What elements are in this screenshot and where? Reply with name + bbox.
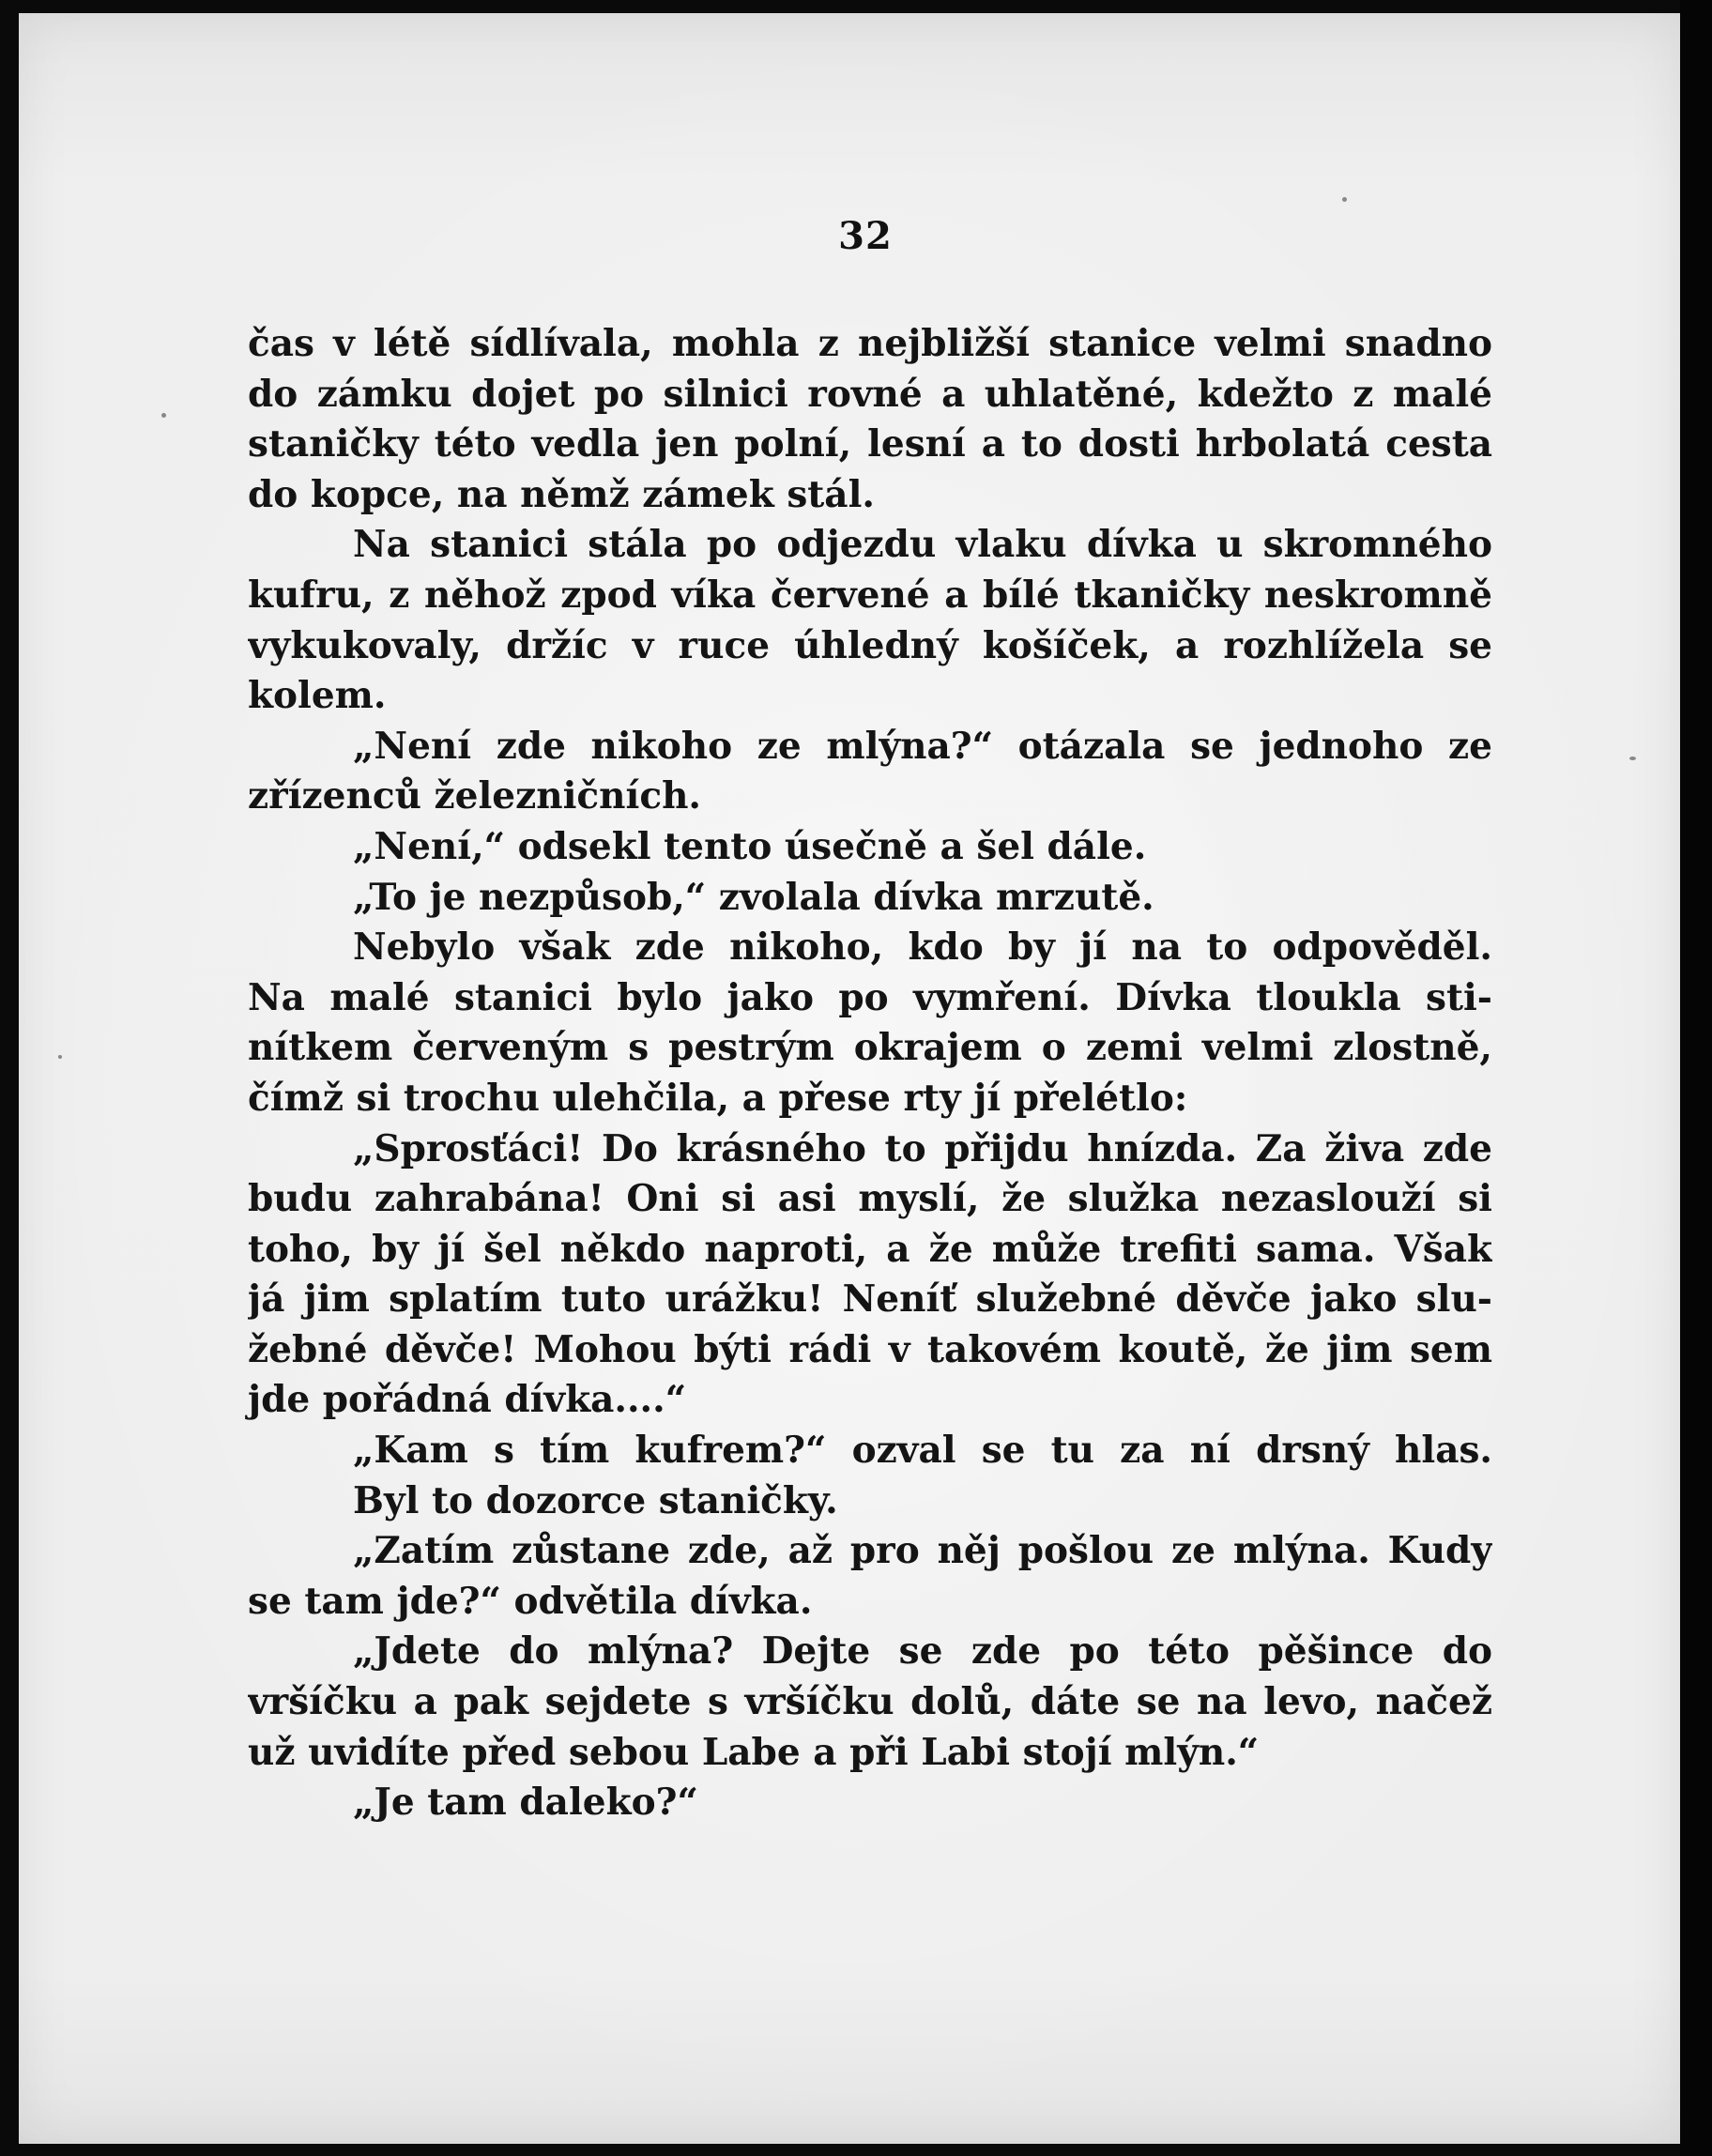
text-line: žebné děvče! Mohou býti rádi v takovém koutě, že jim sem <box>248 1327 1492 1371</box>
scan-right-edge <box>1680 0 1712 2156</box>
text-line: vykukovaly, držíc v ruce úhledný košíček, a rozhlížela se <box>248 623 1492 667</box>
text-line: „Není zde nikoho ze mlýna?“ otázala se jednoho ze <box>353 724 1492 768</box>
text-line: staničky této vedla jen polní, lesní a to dosti hrbolatá cesta <box>248 422 1492 466</box>
text-line: „Zatím zůstane zde, až pro něj pošlou ze mlýna. Kudy <box>353 1529 1492 1573</box>
text-line: už uvidíte před sebou Labe a při Labi stojí mlýn.“ <box>248 1730 1260 1774</box>
text-line: čímž si trochu ulehčila, a přese rty jí přelétlo: <box>248 1076 1188 1120</box>
text-line: toho, by jí šel někdo naproti, a že může trefiti sama. Však <box>248 1227 1492 1271</box>
text-line: budu zahrabána! Oni si asi myslí, že služka nezaslouží si <box>248 1177 1492 1221</box>
text-line: nítkem červeným s pestrým okrajem o zemi velmi zlostně, <box>248 1026 1492 1070</box>
text-line: do kopce, na němž zámek stál. <box>248 472 875 516</box>
text-line: jde pořádná dívka....“ <box>248 1378 687 1422</box>
text-line: „Není,“ odsekl tento úsečně a šel dále. <box>353 824 1147 868</box>
text-line: „Jdete do mlýna? Dejte se zde po této pěšince do <box>353 1629 1492 1674</box>
text-line: „To je nezpůsob,“ zvolala dívka mrzutě. <box>353 875 1154 919</box>
text-line: Byl to dozorce staničky. <box>353 1478 838 1522</box>
text-line: kolem. <box>248 674 387 718</box>
page-number: 32 <box>838 214 893 258</box>
text-line: zřízenců železničních. <box>248 774 702 818</box>
paper-speck <box>58 1055 62 1059</box>
paper-speck <box>161 413 166 418</box>
text-line: čas v létě sídlívala, mohla z nejbližší stanice velmi snadno <box>248 322 1492 365</box>
text-line: „Sprosťáci! Do krásného to přijdu hnízda. Za živa zde <box>353 1126 1492 1170</box>
text-line: já jim splatím tuto urážku! Neníť služebné děvče jako slu- <box>248 1277 1492 1322</box>
text-line: Na malé stanici bylo jako po vymření. Dívka tloukla sti- <box>248 975 1492 1019</box>
text-line: vršíčku a pak sejdete s vršíčku dolů, dáte se na levo, načež <box>248 1680 1492 1724</box>
text-line: Nebylo však zde nikoho, kdo by jí na to odpověděl. <box>353 925 1492 970</box>
text-line: do zámku dojet po silnici rovné a uhlatěné, kdežto z malé <box>248 372 1492 416</box>
text-line: „Kam s tím kufrem?“ ozval se tu za ní drsný hlas. <box>353 1429 1492 1473</box>
text-line: „Je tam daleko?“ <box>353 1781 698 1825</box>
paper-speck <box>1629 757 1636 760</box>
paper-speck <box>1342 197 1347 202</box>
text-line: kufru, z něhož zpod víka červené a bílé tkaničky neskromně <box>248 573 1492 617</box>
text-line: Na stanici stála po odjezdu vlaku dívka u skromného <box>353 523 1492 567</box>
body-text <box>248 319 1492 1828</box>
text-line: se tam jde?“ odvětila dívka. <box>248 1579 813 1623</box>
